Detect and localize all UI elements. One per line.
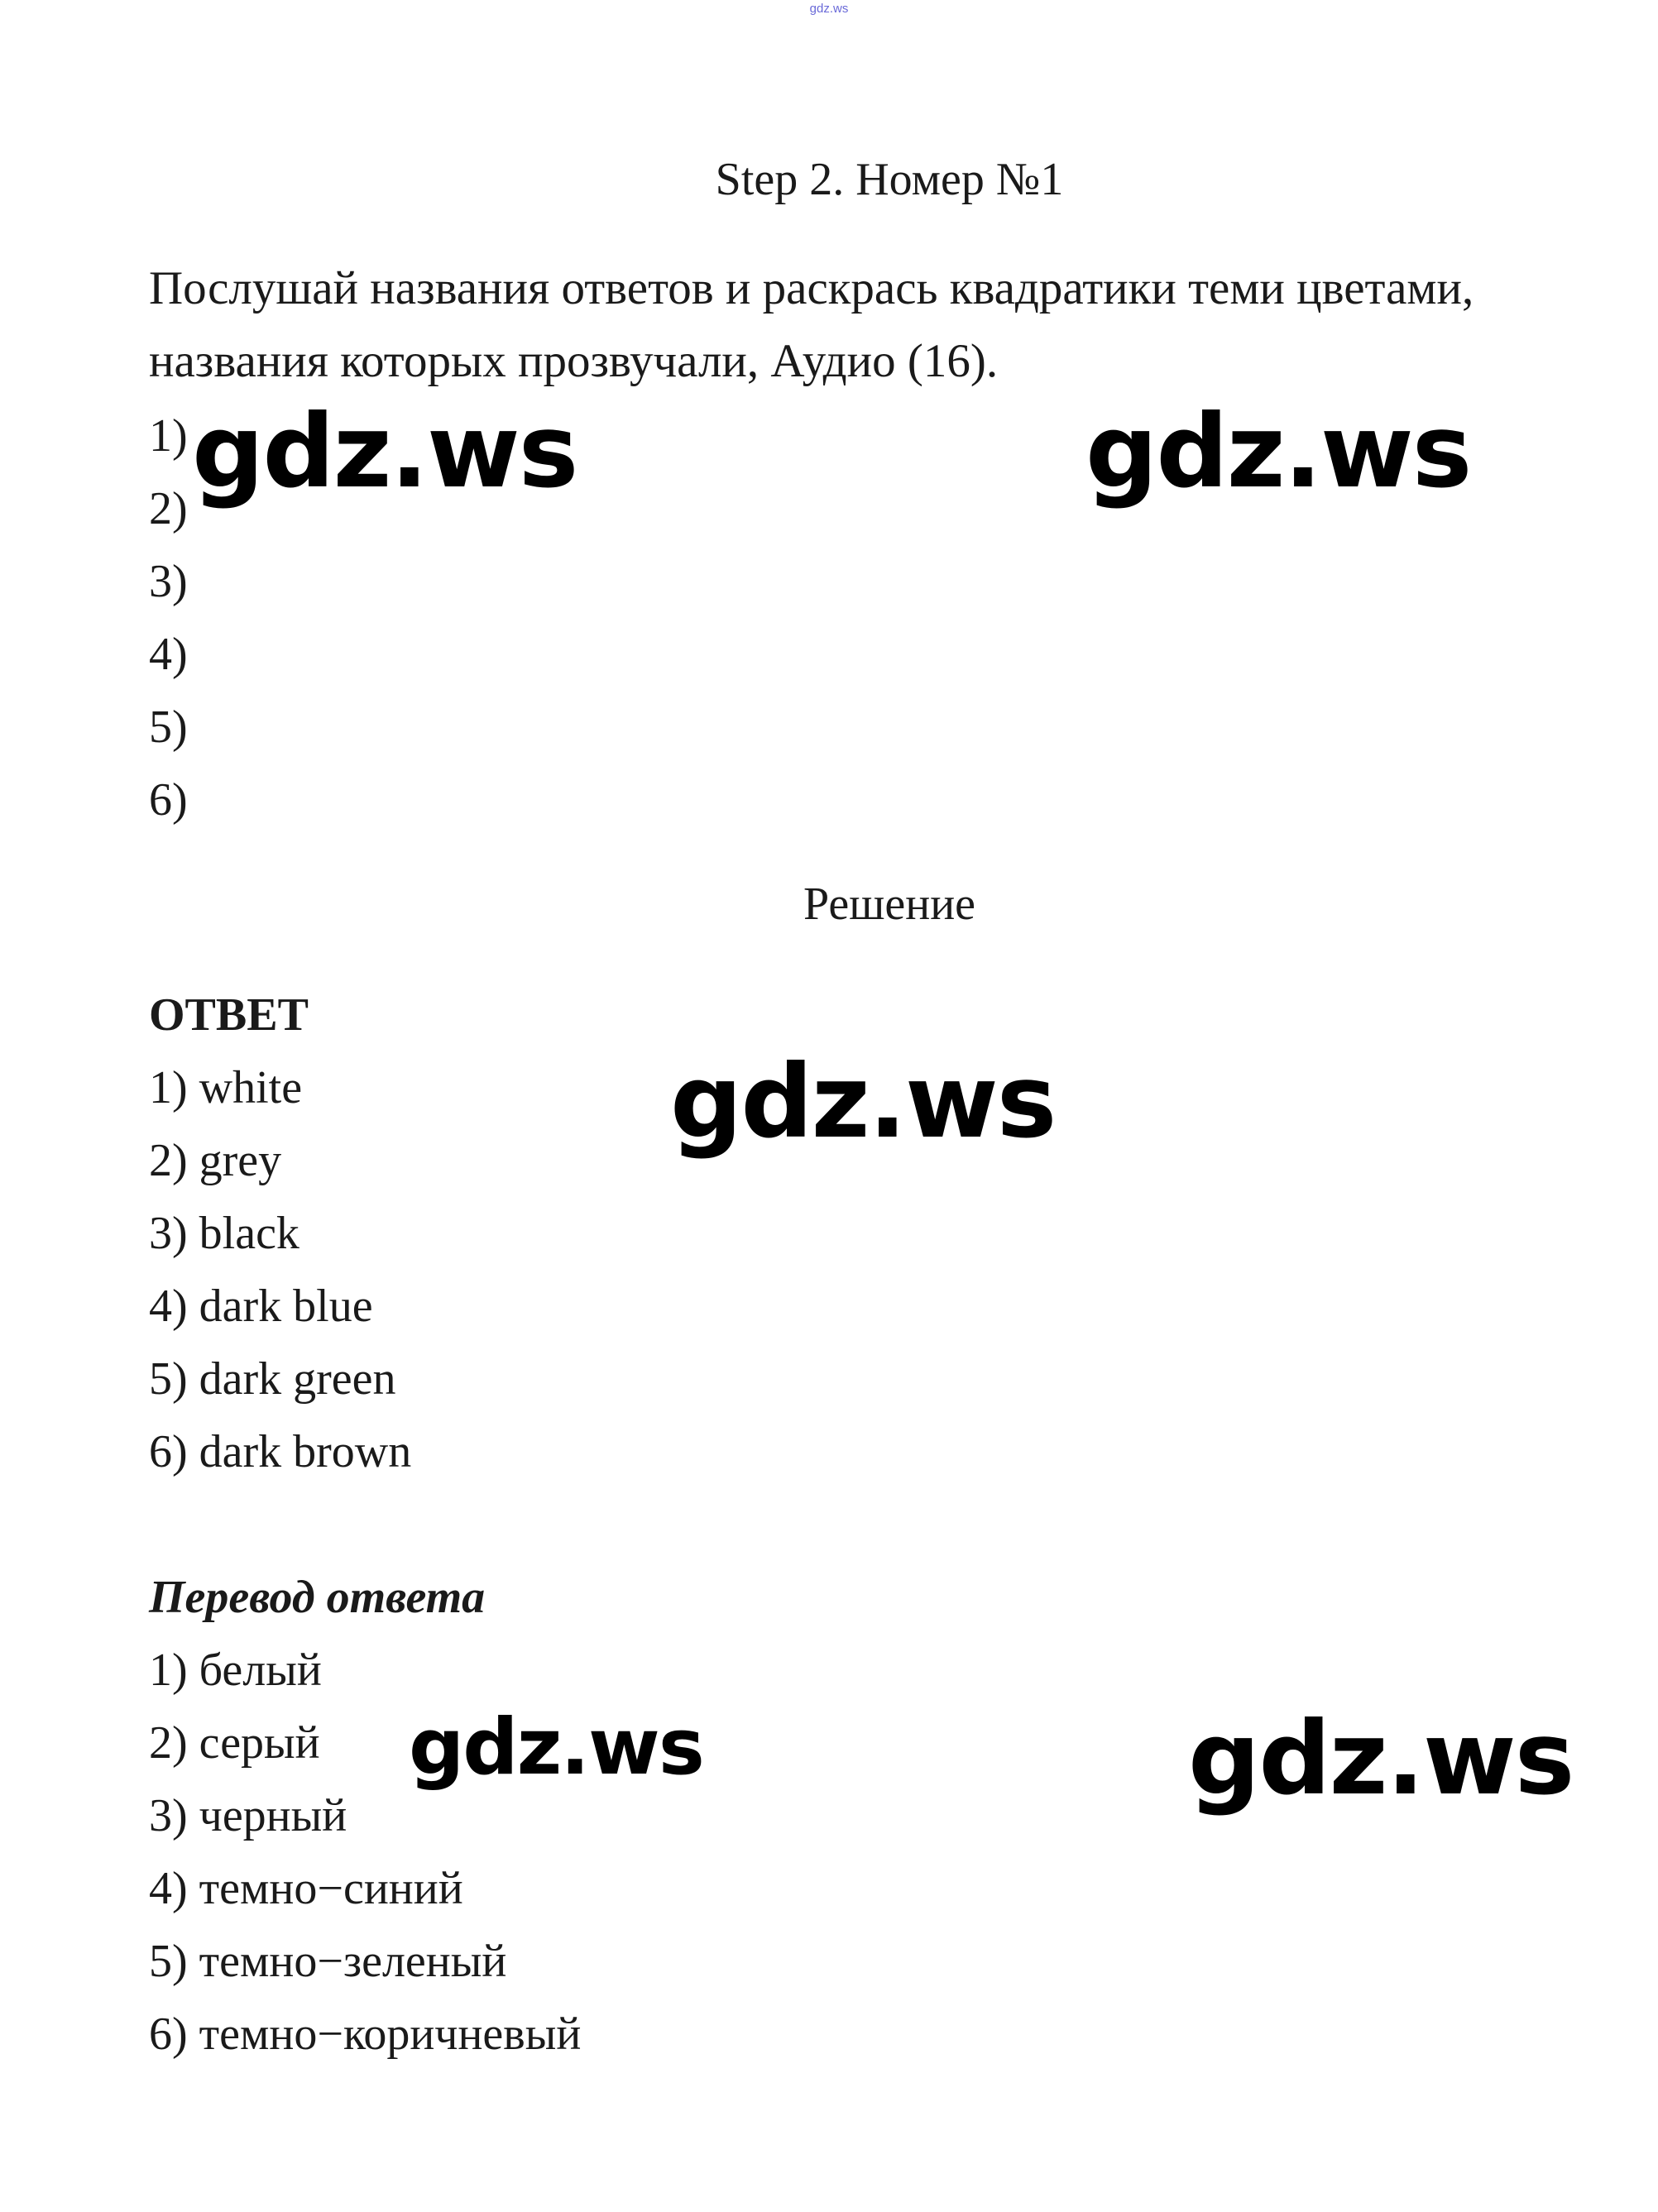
answer-item-1: 1) white	[149, 1062, 303, 1113]
watermark-bottom-right: gdz.ws	[1188, 1700, 1574, 1817]
answer-item-6: 6) dark brown	[149, 1426, 412, 1477]
answer-item-2: 2) grey	[149, 1135, 282, 1186]
translation-item-6: 6) темно−коричневый	[149, 2009, 582, 2060]
top-site-tag: gdz.ws	[809, 2, 849, 16]
watermark-middle: gdz.ws	[670, 1043, 1056, 1161]
translation-item-3: 3) черный	[149, 1790, 347, 1841]
watermark-top-right: gdz.ws	[1085, 393, 1471, 510]
task-text: Послушай названия ответов и раскрась квадратики теми цветами, названия которых прозвучали, Аудио (16).	[149, 262, 1474, 387]
answer-item-4: 4) dark blue	[149, 1281, 373, 1332]
translation-item-2: 2) серый	[149, 1717, 320, 1769]
blank-item-3: 3)	[149, 556, 188, 607]
watermark-top-left: gdz.ws	[192, 393, 577, 510]
translation-item-5: 5) темно−зеленый	[149, 1936, 507, 1987]
translation-item-1: 1) белый	[149, 1645, 322, 1696]
answer-item-3: 3) black	[149, 1208, 299, 1259]
blank-item-4: 4)	[149, 629, 188, 680]
watermark-bottom-left: gdz.ws	[409, 1702, 703, 1793]
blank-item-5: 5)	[149, 701, 188, 753]
answer-heading: ОТВЕТ	[149, 989, 309, 1041]
blank-item-6: 6)	[149, 774, 188, 826]
translation-item-4: 4) темно−синий	[149, 1863, 463, 1914]
blank-item-2: 2)	[149, 483, 188, 534]
page-title: Step 2. Номер №1	[715, 154, 1064, 205]
answer-item-5: 5) dark green	[149, 1353, 396, 1405]
blank-item-1: 1)	[149, 410, 188, 462]
solution-label: Решение	[803, 879, 976, 930]
translation-heading: Перевод ответа	[149, 1572, 486, 1623]
